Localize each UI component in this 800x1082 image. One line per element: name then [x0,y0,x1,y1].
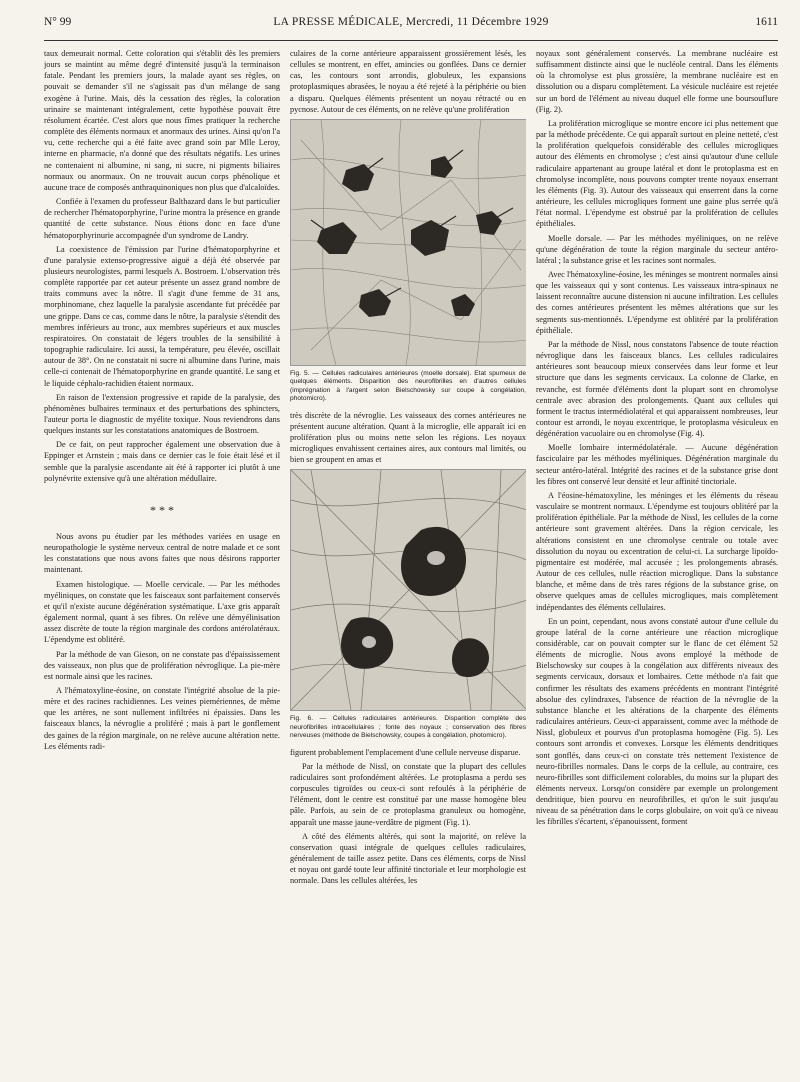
paragraph: figurent probablement l'emplacement d'une cellule nerveuse disparue. [290,747,521,757]
paragraph: très discrète de la névroglie. Les vaisseaux des cornes antérieures ne présentent aucune altération. Quant à la microglie, elle apparaît ici en prolifération plus ou moins nette selon les régions. Les noyaux microgliques envahissent certaines aires, aux contours mal limités, ou bien se groupent en amas et [290,410,526,465]
asterism: * * * [150,502,174,517]
column-3 [536,48,778,1074]
paragraph: A côté des éléments altérés, qui sont la majorité, on relève la conservation quasi intégrale de quelques cellules radiculaires, généralement de taille assez petite. Dans ces éléments, corps de Nissl et noyau ont gardé toute leur affinité tinctoriale et leur morphologie est normale. Dans les cellules altérées, les [290,831,526,886]
section-separator [44,504,280,517]
paragraph: culaires de la corne antérieure apparaissent grossièrement lésés, les cellules se montrent, en effet, amincies ou gonflées. Dans ce dernier cas, les contours sont arrondis, globuleux, les expansions protoplasmiques abrasées, le noyau a été rejeté à la périphérie ou bien a disparu. Quelques éléments présentent un noyau rétracté ou en pycnose. Autour de ces éléments, on ne relève qu'une prolifération [290,49,526,114]
journal-title-line [44,16,778,28]
paragraph: La prolifération microglique se montre encore ici plus nettement que par la méthode précédente. Ce qui apparaît surtout en pleine netteté, c'est la prolifération quelquefois considérable des cellules microgliques autour des éléments en chromolyse ; c'est ainsi qu'autour d'une cellule radiculaire appartenant au groupe latéral et dont le protoplasma est en chromolyse incomplète, nous pouvons compter trente noyaux enserrant les éléments (Fig. 3). Autour des vaisseaux qui enserrent dans la corne antérieure, les cellules microgliques forment une gaine plus serrée qu'à l'état normal. L'épendyme est obstrué par la prolifération de cellules épithéliales. [536,118,778,229]
paragraph: Moelle lombaire intermédolatérale. — Aucune dégénération fasciculaire par les méthodes myéliniques. Dégénération marginale du secteur antéro-latéral. Intégrité des racines et de la substance grise dont les fibres ont conservé leur densité et leur affinité tinctoriale. [536,443,778,486]
paragraph: Avec l'hématoxyline-éosine, les méninges se montrent normales ainsi que les vaisseaux qui y sont contenus. Les vaisseaux intra-spinaux ne laissent reconnaître aucune distension ni aucune infiltration. Les cellules des cornes antérieures présentent les mêmes altérations que sur les segments sus-mentionnés. L'épendyme est oblitéré par la prolifération épithéliale. [536,269,778,335]
page-number: 1611 [755,16,778,28]
column-1 [44,48,280,1074]
figure-5-caption: Fig. 5. — Cellules radiculaires antérieures (moelle dorsale). Etat spumeux de quelques éléments. Disparition des neurofibrilles en d'autres cellules (imprégnation à l'argent selon Bielschowsky sur coupe à congélation, photomicro). [290,369,526,403]
paragraph: A l'éosine-hématoxyline, les méninges et les éléments du réseau vasculaire se montrent normaux. L'épendyme est toujours oblitéré par la prolifération épithéliale. Par la méthode de Nissl, les cellules de la corne antérieure sont gravement altérées. Dans la région cervicale, les altérations consistent en une chromolyse centrale ou totale avec dissolution du noyau ou excentration de celui-ci. La surcharge lipoïdo-pigmentaire est modérée, mal accusée ; les prolongements abrasés. Autour de ces cellules, nulle réaction microglique. Dans la substance blanche, et même dans de très rares régions de la substance grise, on observe quelques amas de cellules microgliques, mais complètement indépendantes des éléments cellulaires. [536,490,778,612]
paragraph: A l'hématoxyline-éosine, on constate l'intégrité absolue de la pie-mère et des racines rachidiennes. Les veines piemériennes, de même que les artères, ne sont nullement infiltrées ni épaissies. Dans les faisceaux blancs, la névroglie a proliféré ; mais à part le gonflement des gaines de la région marginale, on ne relève aucune altération nette. Les éléments radi- [44,685,280,751]
paragraph: De ce fait, on peut rapprocher également une observation due à Eppinger et Arnstein ; mais dans ce dernier cas le foie était lésé et il semble que la paralysie ascendante ait été à rapporter ici plutôt à une polynévrite extensive qu'à une altération médullaire. [44,440,280,483]
issue-date: Mercredi, 11 Décembre 1929 [405,16,549,28]
paragraph: En un point, cependant, nous avons constaté autour d'une cellule du groupe latéral de la corne antérieure une réaction microglique considérable, car on pouvait compter sur le flanc de cet élément 52 éléments de microglie. Nous avons employé la méthode de Bielschowsky sur coupes à la congélation aux différents niveaux des segments cervicaux, dorsaux et lombaires. Cette méthode n'a fait que confirmer les résultats des examens précédents en montrant l'intégrité absolue des cylindraxes, l'absence de réaction de la névroglie de la substance blanche et les altérations de la charpente des éléments radiculaires antérieurs. Ceux-ci apparaissent, comme avec la méthode de Nissl, globuleux et pourvus d'un protoplasma homogène (Fig. 5). Les contours sont arrondis et convexes. Lorsque les éléments dendritiques sont gonflés, dans ceux-ci on constate très nettement l'existence de neuro-fibrilles normales. Dans le corps de la cellule, au contraire, ces neuro-fibrilles sont difficilement colorables, du moins sur la plupart des éléments nerveux. Lorsqu'on considère par exemple un prolongement dendritique, bien pourvu en neurofibrilles, et qu'on le suit jusqu'au niveau de sa pénétration dans le corps globulaire, on voit qu'à ce niveau les fibrilles s'écartent, s'épanouissent, forment [536,616,778,827]
page-header [44,12,778,36]
paragraph: noyaux sont généralement conservés. La membrane nucléaire est suffisamment distincte ainsi que le nucléole central. Dans les éléments où la chromolyse est plus grossière, la membrane nucléaire est en dissolution ou a disparu complètement. La vésicule nucléaire est rejetée sur un bord de l'élément au niveau duquel elle forme une boursouflure (Fig. 2). [536,49,778,114]
header-rule [44,40,778,41]
micrograph-fig6 [290,469,526,711]
paragraph: Confiée à l'examen du professeur Balthazard dans le but particulier de rechercher l'hématoporphyrine, l'urine montra la présence en grande quantité de cette substance. Nous étions donc en face d'une hématoporphyrinurie accompagnée d'un syndrome de Landry. [44,197,280,240]
paragraph: Moelle dorsale. — Par les méthodes myéliniques, on ne relève qu'une dégénération de toute la région marginale du secteur antéro-latéral ; la substance grise et les racines sont normales. [536,233,778,265]
paragraph: taux demeurait normal. Cette coloration qui s'établit dès les premiers jours se maintint au même degré d'intensité jusqu'à la terminaison fatale. Pendant les premiers jours, la malade ayant ses règles, on pouvait se demander s'il ne s'agissait pas d'un mélange de sang exogène à l'urine. Mais, dès la cessation des règles, la coloration urinaire se maintenant intégralement, cette hypothèse pouvait être résolument écartée. C'est alors que nous fîmes pratiquer la recherche complète des éléments normaux et anormaux des urines. Ainsi qu'on l'a vu, cette recherche qui a été faite avec grand soin par Mlle Leroy, interne en pharmacie, n'a donné que des résultats négatifs. Les urines ne contenaient ni albumine, ni sang, ni sucre, ni pigments biliaires normaux ou anormaux. On ne trouvait aucun corps phénolique et aucune trace de composés anthraquinoniques non plus que d'alcaloïdes. [44,49,280,192]
issue-number: N° 99 [44,16,72,28]
paragraph: Par la méthode de Nissl, on constate que la plupart des cellules radiculaires sont profondément altérées. Le protoplasma a perdu ses corpuscules tigroïdes ou ceux-ci sont refoulés à la périphérie de l'élément, dont le centre est constitué par une masse homogène bleu pâle. Parfois, au sein de ce protoplasma granuleux ou homogène, apparaît une masse jaune-verdâtre de pigment (Fig. 1). [290,761,526,827]
paragraph: La coexistence de l'émission par l'urine d'hématoporphyrine et d'une paralysie extenso-progressive aiguë a déjà été observée par plusieurs neurologistes, parmi lesquels A. Bostroem. L'observation très complète rapportée par cet auteur présente un assez grand nombre de traits communs avec la nôtre. Il s'agit d'une femme de 31 ans, morphinomane, chez laquelle la paralysie ascendante fut précédée par une grippe. Dans ce cas, comme dans le nôtre, la paralysie s'étendit des membres inférieurs au tronc, aux membres supérieurs et aux muscles respiratoires. On constatait de légers troubles de la sensibilité à topographie radiculaire. Ici aussi, la température, peu élevée, oscillait autour de 38°. On ne constatait ni sucre ni albumine dans l'urine, mais celle-ci contenait de l'hématoporphyrine en grande quantité. Le sang et le liquide céphalo-rachidien étaient normaux. [44,244,280,388]
paragraph: Examen histologique. — Moelle cervicale. — Par les méthodes myéliniques, on constate que les faisceaux sont parfaitement conservés et qu'il n'existe aucune dégénération systématique. L'axe gris apparaît également normal, quant à ses fibres. On relève une démyélinisation assez discrète de toute la région marginale des cordons antérolatéraux. L'épendyme est oblitéré. [44,579,280,645]
column-2 [290,48,526,1074]
paragraph: Nous avons pu étudier par les méthodes variées en usage en neuropathologie le système nerveux central de notre malade et ce sont les constatations que nous avons faites que nous désirons rapporter maintenant. [44,531,280,575]
paragraph: Par la méthode de van Gieson, on ne constate pas d'épaississement des vaisseaux, non plus que de prolifération névroglique. La pie-mère est normale ainsi que les racines. [44,649,280,681]
paragraph: Par la méthode de Nissl, nous constatons l'absence de toute réaction névroglique dans les faisceaux blancs. Les cellules radiculaires antérieures sont beaucoup mieux conservées dans leur forme et leur structure que dans les segments cervicaux. La colonne de Clarke, en revanche, est formée d'éléments dont la plupart sont en chromolyse centrale avec abrasion des prolongements. Quant aux cellules qui forment le tractus intermédiolatéral et qui apparaissent nombreuses, leur contour est arrondi, le noyau excentrique, le protoplasma vésiculeux en dégénération vacuolaire ou en chromolyse (Fig. 4). [536,339,778,439]
figure-5 [290,119,526,404]
paragraph: En raison de l'extension progressive et rapide de la paralysie, des phénomènes bulbaires terminaux et des perturbations des sphincters, l'auteur porta le diagnostic de myélite toxique. Nous reviendrons dans quelques instants sur les constatations anatomiques de Bostroem. [44,392,280,436]
micrograph-fig5 [290,119,526,366]
figure-6-caption: Fig. 6. — Cellules radiculaires antérieures. Disparition complète des neurofibrilles intracellulaires ; fonte des noyaux ; conservation des fibres nerveuses (méthode de Bielschowsky, coupes à congélation, photomicro). [290,715,526,740]
figure-6 [290,469,526,740]
journal-title: LA PRESSE MÉDICALE, [273,16,403,28]
